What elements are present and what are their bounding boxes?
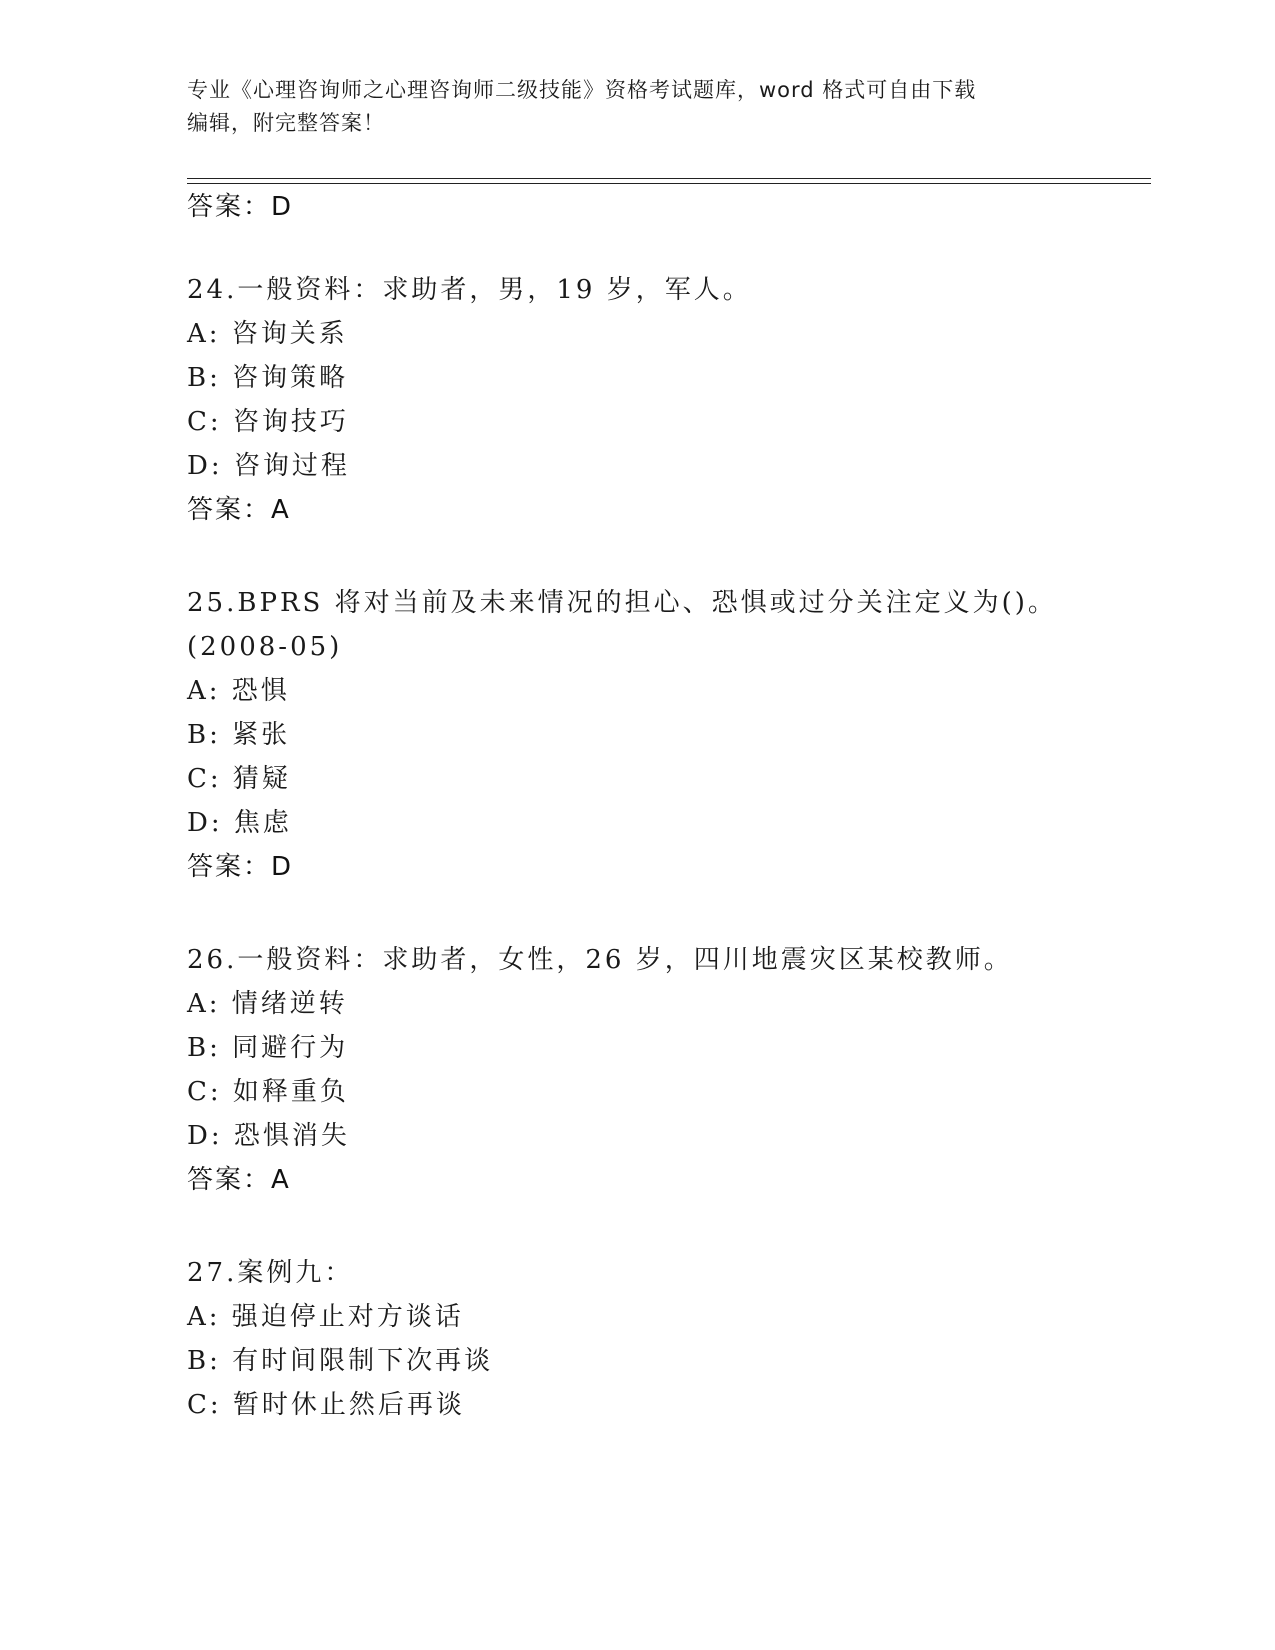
question-24-option-d: D: 咨询过程	[187, 451, 350, 481]
question-27-option-a: A: 强迫停止对方谈话	[187, 1302, 464, 1332]
question-26-option-d: D: 恐惧消失	[187, 1121, 350, 1151]
question-25-stem: 25.BPRS 将对当前及未来情况的担心、恐惧或过分关注定义为()。	[187, 588, 1057, 618]
question-25-option-d: D: 焦虑	[187, 808, 292, 838]
question-24-option-a: A: 咨询关系	[187, 319, 348, 349]
question-25-option-c: C: 猜疑	[187, 764, 291, 794]
header-line-1: 专业《心理咨询师之心理咨询师二级技能》资格考试题库，word 格式可自由下载	[187, 78, 977, 102]
header-rule-bottom	[187, 183, 1151, 184]
question-26-option-a: A: 情绪逆转	[187, 989, 348, 1019]
question-25-option-a: A: 恐惧	[187, 676, 290, 706]
previous-answer: 答案：D	[187, 192, 294, 222]
question-26-option-b: B: 同避行为	[187, 1033, 349, 1063]
question-26-option-c: C: 如释重负	[187, 1077, 349, 1107]
question-25-answer: 答案：D	[187, 852, 294, 882]
question-24-option-c: C: 咨询技巧	[187, 407, 349, 437]
question-26-answer: 答案：A	[187, 1165, 291, 1195]
question-26-stem: 26.一般资料：求助者，女性，26 岁，四川地震灾区某校教师。	[187, 945, 1013, 975]
question-27-option-c: C: 暂时休止然后再谈	[187, 1390, 465, 1420]
question-24-stem: 24.一般资料：求助者，男，19 岁，军人。	[187, 275, 752, 305]
question-24-answer: 答案：A	[187, 495, 291, 525]
header-rule-top	[187, 178, 1151, 179]
question-25-stem-continued: (2008-05)	[187, 632, 343, 662]
document-header	[187, 74, 1067, 140]
question-25-option-b: B: 紧张	[187, 720, 291, 750]
question-27-stem: 27.案例九：	[187, 1258, 354, 1288]
header-line-2: 编辑，附完整答案！	[187, 111, 385, 135]
question-27-option-b: B: 有时间限制下次再谈	[187, 1346, 494, 1376]
question-24-option-b: B: 咨询策略	[187, 363, 349, 393]
